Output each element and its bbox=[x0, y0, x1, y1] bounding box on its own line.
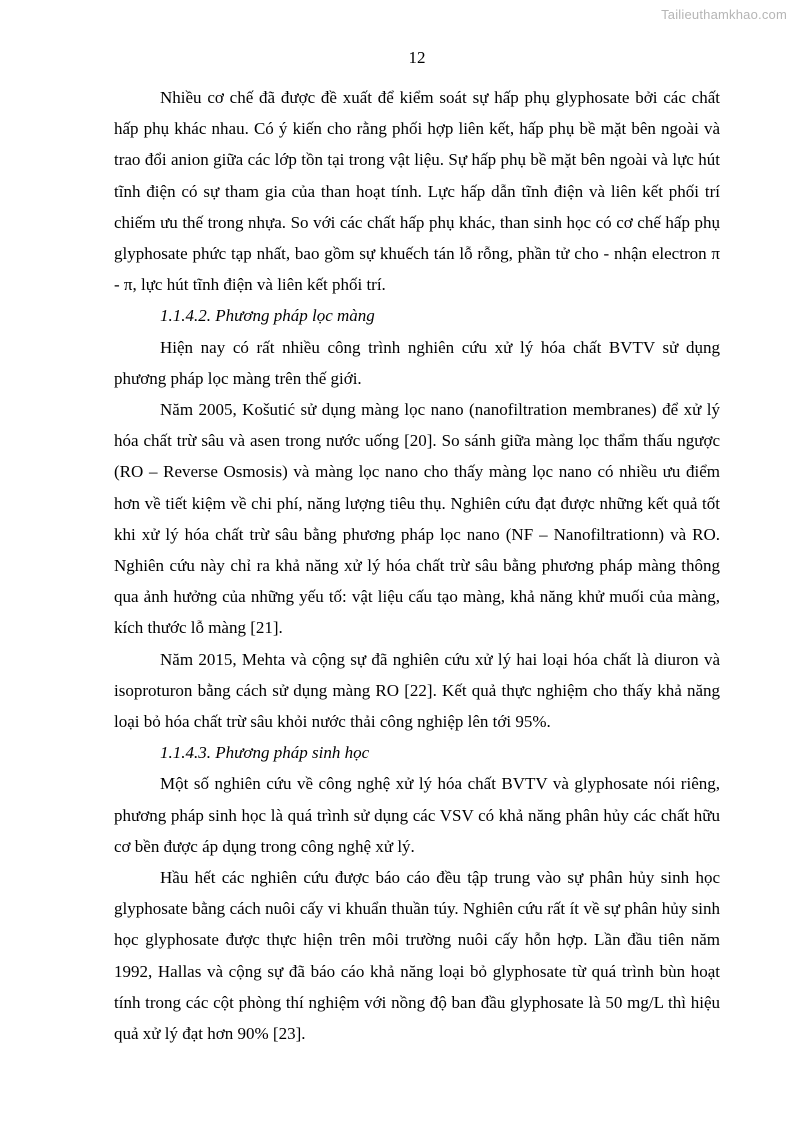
watermark-text: Tailieuthamkhao.com bbox=[661, 7, 787, 22]
paragraph-biodegradation: Hầu hết các nghiên cứu được báo cáo đều tập trung vào sự phân hủy sinh học glyphosate bằng cách nuôi cấy vi khuẩn thuần túy. Nghiên cứu rất ít về sự phân hủy sinh học glyphosate được thực hiện trên môi trường nuôi cấy hỗn hợp. Lần đầu tiên năm 1992, Hallas và cộng sự đã báo cáo khả năng loại bỏ glyphosate từ quá trình bùn hoạt tính trong các cột phòng thí nghiệm với nồng độ ban đầu glyphosate là 50 mg/L thì hiệu quả xử lý đạt hơn 90% [23]. bbox=[114, 868, 720, 1044]
section-heading-membrane-filtration: 1.1.4.2. Phương pháp lọc màng bbox=[160, 306, 375, 326]
paragraph-kosutic-2005: Năm 2005, Košutić sử dụng màng lọc nano (nanofiltration membranes) để xử lý hóa chất trừ sâu và asen trong nước uống [20]. So sánh giữa màng lọc thẩm thấu ngược (RO – Reverse Osmosis) và màng lọc nano cho thấy màng lọc nano có nhiều ưu điểm hơn về tiết kiệm về chi phí, năng lượng tiêu thụ. Nghiên cứu đạt được những kết quả tốt khi xử lý hóa chất trừ sâu bằng phương pháp lọc nano (NF – Nanofiltrationn) và RO. Nghiên cứu này chỉ ra khả năng xử lý hóa chất trừ sâu bằng phương pháp màng thông qua ảnh hưởng của những yếu tố: vật liệu cấu tạo màng, khả năng khử muối của màng, kích thước lỗ màng [21]. bbox=[114, 400, 720, 638]
document-body bbox=[114, 82, 720, 1049]
paragraph-biological-intro: Một số nghiên cứu về công nghệ xử lý hóa chất BVTV và glyphosate nói riêng, phương pháp sinh học là quá trình sử dụng các VSV có khả năng phân hủy các chất hữu cơ bền được áp dụng trong công nghệ xử lý. bbox=[114, 774, 720, 856]
page-number: 12 bbox=[408, 48, 426, 67]
paragraph-membrane-intro: Hiện nay có rất nhiều công trình nghiên cứu xử lý hóa chất BVTV sử dụng phương pháp lọc màng trên thế giới. bbox=[114, 337, 720, 388]
paragraph-mehta-2015: Năm 2015, Mehta và cộng sự đã nghiên cứu xử lý hai loại hóa chất là diuron và isoproturon bằng cách sử dụng màng RO [22]. Kết quả thực nghiệm cho thấy khả năng loại bỏ hóa chất trừ sâu khỏi nước thải công nghiệp lên tới 95%. bbox=[114, 649, 720, 732]
paragraph-adsorption-mechanisms: Nhiều cơ chế đã được đề xuất để kiểm soát sự hấp phụ glyphosate bởi các chất hấp phụ khác nhau. Có ý kiến cho rằng phối hợp liên kết, hấp phụ bề mặt bên ngoài và trao đổi anion giữa các lớp tồn tại trong vật liệu. Sự hấp phụ bề mặt bên ngoài và lực hút tĩnh điện có sự tham gia của than hoạt tính. Lực hấp dẫn tĩnh điện và liên kết phối trí chiếm ưu thế trong nhựa. So với các chất hấp phụ khác, than sinh học có cơ chế hấp phụ glyphosate phức tạp nhất, bao gồm sự khuếch tán lỗ rỗng, phần tử cho - nhận electron π - π, lực hút tĩnh điện và liên kết phối trí. bbox=[114, 88, 720, 295]
section-heading-biological-method: 1.1.4.3. Phương pháp sinh học bbox=[160, 743, 370, 763]
